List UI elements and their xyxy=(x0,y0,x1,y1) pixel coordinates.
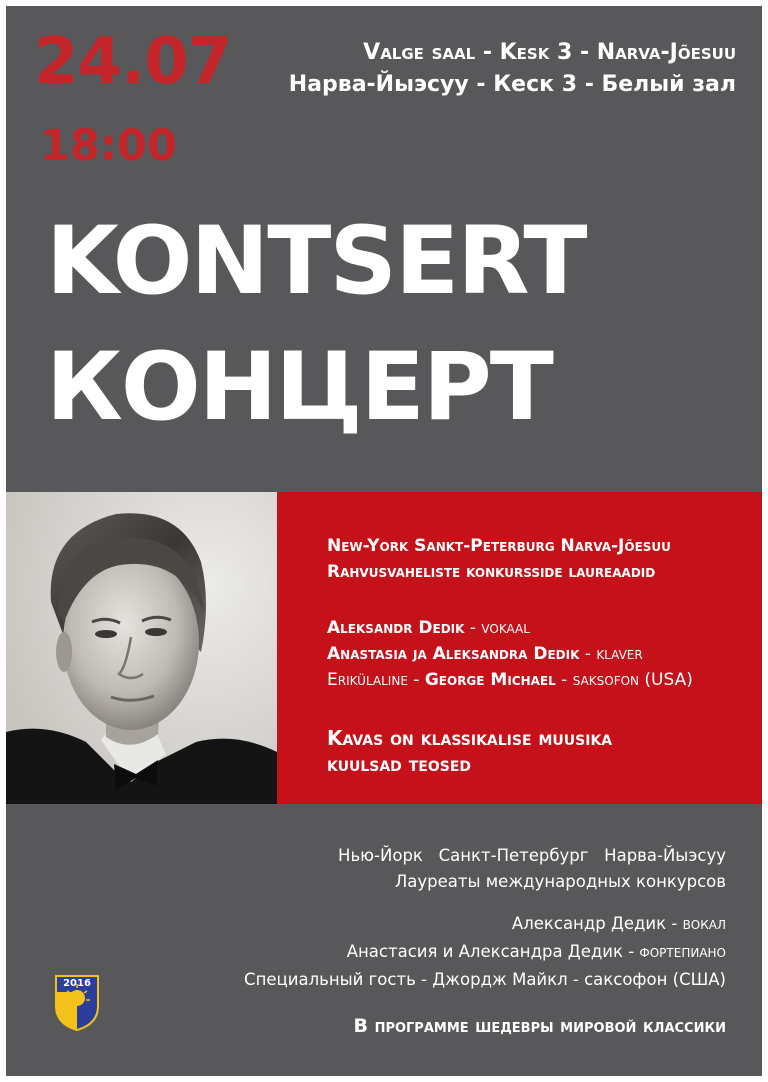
city-emblem xyxy=(54,974,100,1032)
laureates-estonian: Rahvusvaheliste konkursside laureaadid xyxy=(327,562,656,582)
cities-russian-text: Нью-Йорк Санкт-Петербург Нарва-Йыэсуу xyxy=(338,846,726,865)
performer2-role: - klaver xyxy=(579,644,643,664)
title-russian: КОНЦЕРТ xyxy=(46,333,552,442)
performer2-name: Anastasia ja Aleksandra Dedik xyxy=(327,644,580,664)
performer-portrait xyxy=(6,492,277,804)
performer1-name-ru: Александр Дедик xyxy=(511,914,667,933)
emblem-year: 2016 xyxy=(63,978,91,989)
guest-role: - saksofon (USA) xyxy=(555,670,693,690)
concert-poster xyxy=(6,6,762,1076)
performer1-role-ru: - вокал xyxy=(666,914,726,933)
performer1-role: - vokaal xyxy=(464,618,530,638)
guest-label: Erikülaline - xyxy=(327,670,425,690)
performer1-russian xyxy=(512,912,726,936)
program-russian: В программе шедевры мировой классики xyxy=(353,1015,726,1037)
cities-estonian: New-York Sankt-Peterburg Narva-Jõesuu xyxy=(327,536,671,556)
laureates-russian: Лауреаты международных конкурсов xyxy=(394,872,726,891)
guest-russian: Специальный гость - Джордж Майкл - саксофон (США) xyxy=(244,970,726,989)
event-date: 24.07 xyxy=(34,25,232,99)
performer1-name: Aleksandr Dedik xyxy=(327,618,465,638)
event-time: 18:00 xyxy=(40,121,177,171)
performer2-role-ru: - фортепиано xyxy=(622,942,726,961)
guest-estonian xyxy=(327,668,693,692)
venue-russian: Нарва-Йыэсуу - Кеск 3 - Белый зал xyxy=(288,72,736,97)
program-estonian-line2: kuulsad teosed xyxy=(327,752,472,776)
estonian-info-panel xyxy=(277,492,762,804)
title-estonian: KONTSERT xyxy=(46,207,586,316)
portrait-image xyxy=(6,492,277,804)
performer2-name-ru: Анастасия и Александра Дедик xyxy=(346,942,623,961)
performer2-estonian xyxy=(327,642,643,666)
cities-russian xyxy=(338,844,726,868)
performer1-estonian xyxy=(327,616,530,640)
program-estonian-line1: Kavas on klassikalise muusika xyxy=(327,726,613,750)
guest-name: George Michael xyxy=(424,670,556,690)
performer2-russian xyxy=(347,940,726,964)
venue-estonian: Valge saal - Kesk 3 - Narva-Jõesuu xyxy=(363,40,736,65)
